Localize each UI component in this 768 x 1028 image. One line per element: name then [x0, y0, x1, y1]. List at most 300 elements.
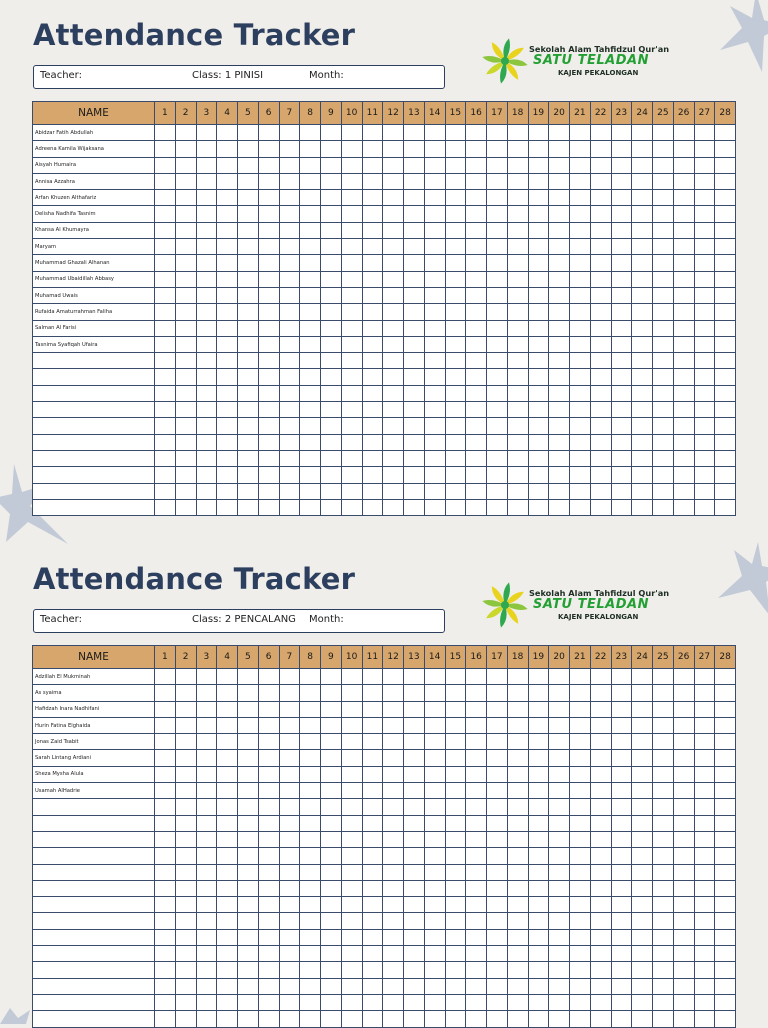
attendance-cell[interactable] — [507, 831, 528, 847]
attendance-cell[interactable] — [258, 750, 279, 766]
attendance-cell[interactable] — [217, 783, 238, 799]
attendance-cell[interactable] — [653, 402, 674, 418]
attendance-cell[interactable] — [487, 271, 508, 287]
attendance-cell[interactable] — [196, 467, 217, 483]
attendance-cell[interactable] — [653, 1011, 674, 1027]
attendance-cell[interactable] — [155, 880, 176, 896]
attendance-cell[interactable] — [507, 499, 528, 515]
attendance-cell[interactable] — [673, 320, 694, 336]
attendance-cell[interactable] — [383, 701, 404, 717]
attendance-cell[interactable] — [383, 190, 404, 206]
attendance-cell[interactable] — [487, 669, 508, 685]
attendance-cell[interactable] — [404, 897, 425, 913]
attendance-cell[interactable] — [258, 141, 279, 157]
attendance-cell[interactable] — [217, 799, 238, 815]
attendance-cell[interactable] — [175, 418, 196, 434]
attendance-cell[interactable] — [362, 239, 383, 255]
attendance-cell[interactable] — [196, 239, 217, 255]
attendance-cell[interactable] — [175, 239, 196, 255]
attendance-cell[interactable] — [279, 946, 300, 962]
attendance-cell[interactable] — [445, 815, 466, 831]
attendance-cell[interactable] — [673, 125, 694, 141]
attendance-cell[interactable] — [466, 685, 487, 701]
attendance-cell[interactable] — [341, 206, 362, 222]
attendance-cell[interactable] — [404, 499, 425, 515]
attendance-cell[interactable] — [424, 701, 445, 717]
attendance-cell[interactable] — [383, 239, 404, 255]
attendance-cell[interactable] — [300, 222, 321, 238]
attendance-cell[interactable] — [155, 897, 176, 913]
attendance-cell[interactable] — [549, 799, 570, 815]
attendance-cell[interactable] — [175, 1011, 196, 1027]
attendance-cell[interactable] — [653, 467, 674, 483]
attendance-cell[interactable] — [300, 255, 321, 271]
attendance-cell[interactable] — [424, 222, 445, 238]
attendance-cell[interactable] — [175, 320, 196, 336]
attendance-cell[interactable] — [300, 320, 321, 336]
attendance-cell[interactable] — [694, 222, 715, 238]
attendance-cell[interactable] — [258, 336, 279, 352]
attendance-cell[interactable] — [445, 320, 466, 336]
attendance-cell[interactable] — [279, 434, 300, 450]
attendance-cell[interactable] — [653, 962, 674, 978]
attendance-cell[interactable] — [694, 799, 715, 815]
attendance-cell[interactable] — [155, 467, 176, 483]
attendance-cell[interactable] — [466, 190, 487, 206]
attendance-cell[interactable] — [715, 255, 736, 271]
attendance-cell[interactable] — [217, 669, 238, 685]
attendance-cell[interactable] — [487, 320, 508, 336]
attendance-cell[interactable] — [175, 783, 196, 799]
attendance-cell[interactable] — [570, 734, 591, 750]
attendance-cell[interactable] — [507, 450, 528, 466]
attendance-cell[interactable] — [383, 766, 404, 782]
attendance-cell[interactable] — [279, 239, 300, 255]
attendance-cell[interactable] — [715, 669, 736, 685]
attendance-cell[interactable] — [590, 157, 611, 173]
attendance-cell[interactable] — [466, 766, 487, 782]
attendance-cell[interactable] — [632, 434, 653, 450]
attendance-cell[interactable] — [279, 353, 300, 369]
attendance-cell[interactable] — [155, 685, 176, 701]
attendance-cell[interactable] — [362, 287, 383, 303]
attendance-cell[interactable] — [673, 450, 694, 466]
attendance-cell[interactable] — [549, 206, 570, 222]
attendance-cell[interactable] — [424, 418, 445, 434]
attendance-cell[interactable] — [321, 669, 342, 685]
attendance-cell[interactable] — [404, 783, 425, 799]
attendance-cell[interactable] — [445, 946, 466, 962]
attendance-cell[interactable] — [528, 815, 549, 831]
attendance-cell[interactable] — [217, 320, 238, 336]
attendance-cell[interactable] — [383, 434, 404, 450]
attendance-cell[interactable] — [217, 450, 238, 466]
attendance-cell[interactable] — [653, 450, 674, 466]
attendance-cell[interactable] — [673, 271, 694, 287]
attendance-cell[interactable] — [279, 1011, 300, 1027]
attendance-cell[interactable] — [238, 239, 259, 255]
attendance-cell[interactable] — [570, 831, 591, 847]
attendance-cell[interactable] — [570, 402, 591, 418]
attendance-cell[interactable] — [404, 946, 425, 962]
attendance-cell[interactable] — [196, 978, 217, 994]
attendance-cell[interactable] — [715, 271, 736, 287]
attendance-cell[interactable] — [196, 880, 217, 896]
attendance-cell[interactable] — [341, 320, 362, 336]
attendance-cell[interactable] — [570, 848, 591, 864]
attendance-cell[interactable] — [528, 190, 549, 206]
attendance-cell[interactable] — [507, 385, 528, 401]
attendance-cell[interactable] — [445, 978, 466, 994]
attendance-cell[interactable] — [487, 336, 508, 352]
attendance-cell[interactable] — [155, 271, 176, 287]
attendance-cell[interactable] — [321, 271, 342, 287]
attendance-cell[interactable] — [632, 369, 653, 385]
attendance-cell[interactable] — [528, 880, 549, 896]
attendance-cell[interactable] — [549, 913, 570, 929]
attendance-cell[interactable] — [196, 701, 217, 717]
attendance-cell[interactable] — [362, 418, 383, 434]
attendance-cell[interactable] — [611, 962, 632, 978]
attendance-cell[interactable] — [590, 255, 611, 271]
attendance-cell[interactable] — [321, 336, 342, 352]
attendance-cell[interactable] — [321, 848, 342, 864]
attendance-cell[interactable] — [279, 669, 300, 685]
attendance-cell[interactable] — [632, 913, 653, 929]
attendance-cell[interactable] — [404, 831, 425, 847]
attendance-cell[interactable] — [715, 369, 736, 385]
attendance-cell[interactable] — [279, 750, 300, 766]
attendance-cell[interactable] — [611, 320, 632, 336]
attendance-cell[interactable] — [424, 946, 445, 962]
attendance-cell[interactable] — [632, 190, 653, 206]
attendance-cell[interactable] — [279, 287, 300, 303]
attendance-cell[interactable] — [445, 271, 466, 287]
attendance-cell[interactable] — [424, 450, 445, 466]
attendance-cell[interactable] — [632, 978, 653, 994]
attendance-cell[interactable] — [279, 450, 300, 466]
attendance-cell[interactable] — [715, 157, 736, 173]
attendance-cell[interactable] — [424, 369, 445, 385]
attendance-cell[interactable] — [196, 141, 217, 157]
attendance-cell[interactable] — [673, 766, 694, 782]
attendance-cell[interactable] — [279, 483, 300, 499]
attendance-cell[interactable] — [611, 385, 632, 401]
attendance-cell[interactable] — [715, 978, 736, 994]
attendance-cell[interactable] — [258, 483, 279, 499]
attendance-cell[interactable] — [549, 815, 570, 831]
attendance-cell[interactable] — [590, 734, 611, 750]
attendance-cell[interactable] — [653, 685, 674, 701]
attendance-cell[interactable] — [528, 750, 549, 766]
attendance-cell[interactable] — [155, 669, 176, 685]
attendance-cell[interactable] — [549, 271, 570, 287]
attendance-cell[interactable] — [673, 336, 694, 352]
attendance-cell[interactable] — [217, 255, 238, 271]
attendance-cell[interactable] — [632, 287, 653, 303]
attendance-cell[interactable] — [383, 929, 404, 945]
attendance-cell[interactable] — [528, 173, 549, 189]
attendance-cell[interactable] — [487, 978, 508, 994]
attendance-cell[interactable] — [341, 864, 362, 880]
attendance-cell[interactable] — [570, 669, 591, 685]
attendance-cell[interactable] — [653, 799, 674, 815]
attendance-cell[interactable] — [528, 239, 549, 255]
attendance-cell[interactable] — [694, 766, 715, 782]
attendance-cell[interactable] — [258, 962, 279, 978]
attendance-cell[interactable] — [404, 483, 425, 499]
attendance-cell[interactable] — [196, 929, 217, 945]
attendance-cell[interactable] — [258, 717, 279, 733]
attendance-cell[interactable] — [175, 157, 196, 173]
attendance-cell[interactable] — [155, 831, 176, 847]
attendance-cell[interactable] — [487, 369, 508, 385]
attendance-cell[interactable] — [694, 864, 715, 880]
attendance-cell[interactable] — [300, 385, 321, 401]
attendance-cell[interactable] — [404, 864, 425, 880]
attendance-cell[interactable] — [258, 897, 279, 913]
attendance-cell[interactable] — [445, 157, 466, 173]
attendance-cell[interactable] — [404, 913, 425, 929]
attendance-cell[interactable] — [341, 831, 362, 847]
attendance-cell[interactable] — [549, 255, 570, 271]
attendance-cell[interactable] — [466, 271, 487, 287]
attendance-cell[interactable] — [673, 173, 694, 189]
attendance-cell[interactable] — [673, 157, 694, 173]
attendance-cell[interactable] — [611, 190, 632, 206]
attendance-cell[interactable] — [321, 353, 342, 369]
attendance-cell[interactable] — [653, 848, 674, 864]
attendance-cell[interactable] — [507, 848, 528, 864]
attendance-cell[interactable] — [258, 783, 279, 799]
attendance-cell[interactable] — [611, 125, 632, 141]
attendance-cell[interactable] — [694, 434, 715, 450]
attendance-cell[interactable] — [383, 222, 404, 238]
attendance-cell[interactable] — [238, 799, 259, 815]
attendance-cell[interactable] — [694, 499, 715, 515]
attendance-cell[interactable] — [445, 701, 466, 717]
attendance-cell[interactable] — [217, 239, 238, 255]
attendance-cell[interactable] — [445, 717, 466, 733]
attendance-cell[interactable] — [321, 125, 342, 141]
attendance-cell[interactable] — [383, 799, 404, 815]
attendance-cell[interactable] — [196, 385, 217, 401]
attendance-cell[interactable] — [653, 499, 674, 515]
attendance-cell[interactable] — [632, 450, 653, 466]
attendance-cell[interactable] — [300, 173, 321, 189]
attendance-cell[interactable] — [362, 946, 383, 962]
attendance-cell[interactable] — [715, 190, 736, 206]
attendance-cell[interactable] — [445, 141, 466, 157]
attendance-cell[interactable] — [258, 450, 279, 466]
attendance-cell[interactable] — [653, 897, 674, 913]
attendance-cell[interactable] — [632, 173, 653, 189]
attendance-cell[interactable] — [217, 141, 238, 157]
attendance-cell[interactable] — [362, 669, 383, 685]
attendance-cell[interactable] — [341, 271, 362, 287]
attendance-cell[interactable] — [632, 669, 653, 685]
attendance-cell[interactable] — [611, 1011, 632, 1027]
attendance-cell[interactable] — [549, 320, 570, 336]
attendance-cell[interactable] — [590, 994, 611, 1010]
attendance-cell[interactable] — [258, 125, 279, 141]
attendance-cell[interactable] — [590, 897, 611, 913]
attendance-cell[interactable] — [300, 239, 321, 255]
attendance-cell[interactable] — [196, 369, 217, 385]
attendance-cell[interactable] — [279, 271, 300, 287]
attendance-cell[interactable] — [466, 994, 487, 1010]
attendance-cell[interactable] — [300, 897, 321, 913]
attendance-cell[interactable] — [445, 750, 466, 766]
attendance-cell[interactable] — [383, 831, 404, 847]
attendance-cell[interactable] — [341, 897, 362, 913]
attendance-cell[interactable] — [487, 499, 508, 515]
attendance-cell[interactable] — [238, 255, 259, 271]
attendance-cell[interactable] — [632, 962, 653, 978]
attendance-cell[interactable] — [528, 157, 549, 173]
attendance-cell[interactable] — [175, 897, 196, 913]
attendance-cell[interactable] — [487, 450, 508, 466]
attendance-cell[interactable] — [321, 831, 342, 847]
attendance-cell[interactable] — [175, 402, 196, 418]
attendance-cell[interactable] — [217, 173, 238, 189]
attendance-cell[interactable] — [383, 287, 404, 303]
attendance-cell[interactable] — [653, 239, 674, 255]
attendance-cell[interactable] — [590, 141, 611, 157]
attendance-cell[interactable] — [238, 848, 259, 864]
attendance-cell[interactable] — [258, 157, 279, 173]
attendance-cell[interactable] — [155, 353, 176, 369]
attendance-cell[interactable] — [196, 222, 217, 238]
attendance-cell[interactable] — [653, 141, 674, 157]
attendance-cell[interactable] — [570, 173, 591, 189]
attendance-cell[interactable] — [632, 385, 653, 401]
attendance-cell[interactable] — [362, 157, 383, 173]
attendance-cell[interactable] — [528, 1011, 549, 1027]
attendance-cell[interactable] — [362, 402, 383, 418]
attendance-cell[interactable] — [155, 418, 176, 434]
attendance-cell[interactable] — [175, 766, 196, 782]
attendance-cell[interactable] — [362, 734, 383, 750]
attendance-cell[interactable] — [507, 141, 528, 157]
attendance-cell[interactable] — [279, 206, 300, 222]
attendance-cell[interactable] — [238, 157, 259, 173]
attendance-cell[interactable] — [632, 994, 653, 1010]
attendance-cell[interactable] — [279, 913, 300, 929]
attendance-cell[interactable] — [279, 304, 300, 320]
attendance-cell[interactable] — [321, 994, 342, 1010]
attendance-cell[interactable] — [570, 897, 591, 913]
attendance-cell[interactable] — [507, 815, 528, 831]
attendance-cell[interactable] — [404, 669, 425, 685]
attendance-cell[interactable] — [673, 239, 694, 255]
attendance-cell[interactable] — [694, 669, 715, 685]
attendance-cell[interactable] — [487, 353, 508, 369]
attendance-cell[interactable] — [321, 402, 342, 418]
attendance-cell[interactable] — [217, 304, 238, 320]
attendance-cell[interactable] — [528, 402, 549, 418]
attendance-cell[interactable] — [632, 815, 653, 831]
attendance-cell[interactable] — [155, 750, 176, 766]
attendance-cell[interactable] — [238, 701, 259, 717]
attendance-cell[interactable] — [590, 450, 611, 466]
attendance-cell[interactable] — [673, 897, 694, 913]
attendance-cell[interactable] — [590, 701, 611, 717]
attendance-cell[interactable] — [445, 1011, 466, 1027]
attendance-cell[interactable] — [321, 467, 342, 483]
attendance-cell[interactable] — [445, 336, 466, 352]
attendance-cell[interactable] — [383, 1011, 404, 1027]
attendance-cell[interactable] — [404, 369, 425, 385]
attendance-cell[interactable] — [549, 287, 570, 303]
attendance-cell[interactable] — [424, 173, 445, 189]
attendance-cell[interactable] — [217, 287, 238, 303]
attendance-cell[interactable] — [196, 173, 217, 189]
attendance-cell[interactable] — [694, 848, 715, 864]
attendance-cell[interactable] — [383, 913, 404, 929]
attendance-cell[interactable] — [611, 799, 632, 815]
attendance-cell[interactable] — [362, 467, 383, 483]
attendance-cell[interactable] — [466, 239, 487, 255]
attendance-cell[interactable] — [487, 799, 508, 815]
attendance-cell[interactable] — [321, 717, 342, 733]
attendance-cell[interactable] — [258, 701, 279, 717]
attendance-cell[interactable] — [383, 157, 404, 173]
attendance-cell[interactable] — [196, 304, 217, 320]
attendance-cell[interactable] — [466, 467, 487, 483]
attendance-cell[interactable] — [653, 701, 674, 717]
attendance-cell[interactable] — [549, 483, 570, 499]
attendance-cell[interactable] — [217, 402, 238, 418]
attendance-cell[interactable] — [632, 766, 653, 782]
attendance-cell[interactable] — [507, 255, 528, 271]
attendance-cell[interactable] — [445, 685, 466, 701]
attendance-cell[interactable] — [362, 141, 383, 157]
attendance-cell[interactable] — [238, 353, 259, 369]
attendance-cell[interactable] — [632, 418, 653, 434]
attendance-cell[interactable] — [341, 402, 362, 418]
attendance-cell[interactable] — [715, 799, 736, 815]
attendance-cell[interactable] — [362, 483, 383, 499]
attendance-cell[interactable] — [694, 402, 715, 418]
attendance-cell[interactable] — [175, 499, 196, 515]
attendance-cell[interactable] — [217, 369, 238, 385]
attendance-cell[interactable] — [653, 831, 674, 847]
attendance-cell[interactable] — [549, 157, 570, 173]
attendance-cell[interactable] — [175, 190, 196, 206]
attendance-cell[interactable] — [611, 141, 632, 157]
attendance-cell[interactable] — [321, 239, 342, 255]
attendance-cell[interactable] — [217, 125, 238, 141]
attendance-cell[interactable] — [632, 717, 653, 733]
attendance-cell[interactable] — [424, 734, 445, 750]
attendance-cell[interactable] — [694, 783, 715, 799]
attendance-cell[interactable] — [155, 499, 176, 515]
attendance-cell[interactable] — [466, 978, 487, 994]
attendance-cell[interactable] — [611, 336, 632, 352]
attendance-cell[interactable] — [653, 929, 674, 945]
attendance-cell[interactable] — [238, 320, 259, 336]
attendance-cell[interactable] — [217, 467, 238, 483]
attendance-cell[interactable] — [300, 815, 321, 831]
attendance-cell[interactable] — [238, 978, 259, 994]
attendance-cell[interactable] — [611, 271, 632, 287]
attendance-cell[interactable] — [466, 831, 487, 847]
attendance-cell[interactable] — [155, 962, 176, 978]
attendance-cell[interactable] — [528, 499, 549, 515]
attendance-cell[interactable] — [445, 734, 466, 750]
attendance-cell[interactable] — [673, 978, 694, 994]
